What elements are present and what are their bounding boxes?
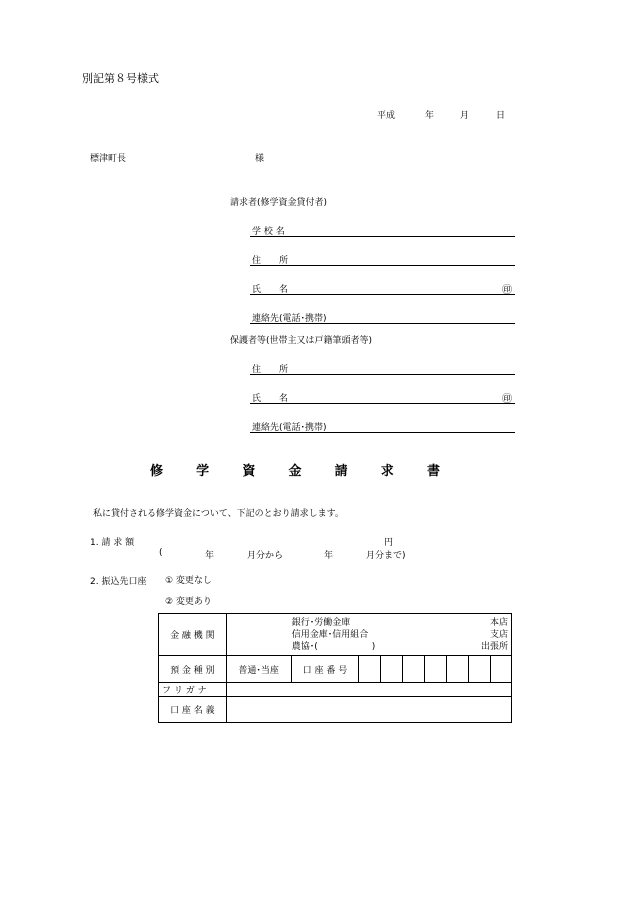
branch-type-sub: 出張所	[480, 641, 508, 652]
title-char: 金	[288, 464, 302, 479]
borrower-address-label: 住 所	[252, 256, 289, 266]
account-digit-cell[interactable]	[359, 656, 381, 683]
deposit-type-cell[interactable]	[226, 656, 291, 683]
bank-account-table	[158, 613, 512, 723]
institution-label: 金 融 機 関	[170, 631, 215, 641]
account-digit-cell[interactable]	[381, 656, 403, 683]
date-era: 平成	[377, 111, 396, 121]
account-digit-cell[interactable]	[447, 656, 469, 683]
account-digit-cell[interactable]	[425, 656, 447, 683]
borrower-heading: 請求者(修学資金貸付者)	[230, 198, 328, 208]
furigana-label-cell	[159, 683, 227, 697]
borrower-contact-label: 連絡先(電話･携帯)	[252, 314, 327, 324]
date-month: 月	[460, 111, 470, 121]
guardian-name-line[interactable]	[250, 403, 515, 404]
borrower-school-line[interactable]	[250, 236, 515, 237]
option-changed[interactable]: ② 変更あり	[165, 597, 212, 607]
holder-label: 口 座 名 義	[170, 706, 215, 716]
institution-type-bank: 銀行･労働金庫	[291, 617, 351, 628]
borrower-address-line[interactable]	[250, 265, 515, 266]
borrower-name-label: 氏 名	[252, 285, 289, 295]
item1-year1: 年	[205, 551, 215, 561]
institution-label-cell	[159, 614, 227, 656]
account-digit-cell[interactable]	[469, 656, 491, 683]
borrower-seal-mark: ㊞	[502, 285, 512, 296]
item2-label: 2. 振込先口座	[90, 577, 147, 587]
borrower-name-line[interactable]	[250, 294, 515, 295]
guardian-heading: 保護者等(世帯主又は戸籍筆頭者等)	[230, 336, 373, 346]
account-label-cell	[291, 656, 359, 683]
item1-paren-open: (	[159, 548, 163, 558]
account-label: 口 座 番 号	[302, 665, 348, 676]
title-char: 学	[196, 464, 210, 479]
title-char: 書	[426, 464, 440, 479]
holder-cell[interactable]	[226, 697, 511, 723]
item1-year2: 年	[324, 551, 334, 561]
institution-cell[interactable]	[226, 614, 511, 656]
holder-label-cell	[159, 697, 227, 723]
borrower-contact-line[interactable]	[250, 323, 515, 324]
borrower-school-label: 学 校 名	[252, 227, 285, 237]
date-year: 年	[425, 111, 435, 121]
guardian-contact-line[interactable]	[250, 432, 515, 433]
title-char: 請	[334, 464, 348, 479]
item1-to: 月分まで)	[366, 551, 406, 561]
guardian-seal-mark: ㊞	[502, 394, 512, 405]
branch-type-branch: 支店	[489, 629, 508, 640]
deposit-label-cell	[159, 656, 227, 683]
guardian-address-label: 住 所	[252, 365, 289, 375]
addressee-honorific: 様	[255, 154, 265, 164]
furigana-cell[interactable]	[226, 683, 511, 697]
addressee-name: 標津町長	[90, 154, 127, 164]
document-title	[150, 460, 440, 479]
item1-from: 月分から	[247, 551, 284, 561]
form-number: 別記第８号様式	[82, 72, 159, 85]
item1-label: 1. 請 求 額	[90, 538, 135, 548]
item1-yen: 円	[384, 538, 394, 548]
account-digit-cell[interactable]	[490, 656, 511, 683]
branch-type-main: 本店	[489, 617, 508, 628]
guardian-contact-label: 連絡先(電話･携帯)	[252, 423, 327, 433]
option-no-change[interactable]: ① 変更なし	[165, 576, 212, 586]
furigana-label: フ リ ガ ナ	[162, 686, 207, 696]
deposit-label: 預 金 種 別	[170, 665, 215, 676]
intro-text: 私に貸付される修学資金について、下記のとおり請求します。	[93, 509, 344, 519]
guardian-address-line[interactable]	[250, 374, 515, 375]
guardian-name-label: 氏 名	[252, 394, 289, 404]
institution-type-shinkin: 信用金庫･信用組合	[291, 629, 369, 640]
title-char: 資	[242, 464, 256, 479]
title-char: 求	[380, 464, 394, 479]
institution-type-nokyo: 農協･( )	[291, 641, 376, 652]
date-day: 日	[496, 111, 506, 121]
account-digit-cell[interactable]	[403, 656, 425, 683]
deposit-value: 普通･当座	[238, 665, 279, 676]
title-char: 修	[150, 464, 164, 479]
